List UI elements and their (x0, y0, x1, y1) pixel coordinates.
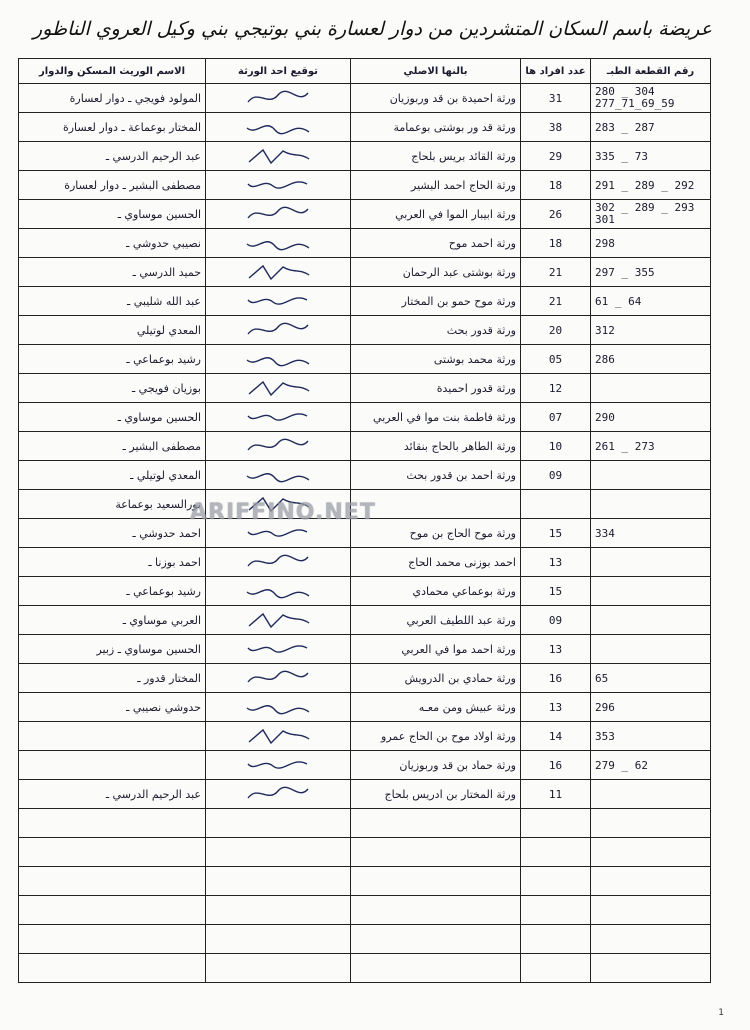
table-row (19, 171, 711, 200)
name-cell: عبد الرحيم الدرسي ـ (19, 780, 206, 809)
signature-scribble-icon (243, 406, 313, 428)
parcel-cell (591, 490, 711, 519)
heirs-cell: ورثة احميدة بن قد وربوزيان (351, 84, 521, 113)
heirs-cell: ورثة احمد موح (351, 229, 521, 258)
signature-cell (206, 84, 351, 113)
parcel-cell (591, 635, 711, 664)
parcel-cell: 302 _ 289 _ 293 301 (591, 200, 711, 229)
page-number: 1 (718, 1008, 724, 1018)
table-row (19, 316, 711, 345)
heirs-cell: ورثة حمادي بن الدرويش (351, 664, 521, 693)
empty-cell (19, 838, 206, 867)
table-row (19, 432, 711, 461)
empty-cell (19, 867, 206, 896)
header-heirs: بالنها الاصلي (351, 59, 521, 84)
parcel-cell (591, 461, 711, 490)
empty-cell (351, 838, 521, 867)
empty-cell (521, 954, 591, 983)
signature-scribble-icon (243, 551, 313, 573)
count-cell: 09 (521, 461, 591, 490)
parcel-cell (591, 374, 711, 403)
heirs-cell: ورثة احمد موا في العربي (351, 635, 521, 664)
table-row (19, 113, 711, 142)
empty-cell (206, 809, 351, 838)
parcel-cell: 61 _ 64 (591, 287, 711, 316)
signature-cell (206, 403, 351, 432)
table-row (19, 577, 711, 606)
parcel-cell: 298 (591, 229, 711, 258)
name-cell: مصطفى البشير ـ دوار لعسارة (19, 171, 206, 200)
signature-cell (206, 287, 351, 316)
signature-scribble-icon (243, 435, 313, 457)
signature-scribble-icon (243, 377, 313, 399)
signature-scribble-icon (243, 232, 313, 254)
empty-cell (19, 925, 206, 954)
signature-scribble-icon (243, 580, 313, 602)
signature-cell (206, 316, 351, 345)
petition-title: عريضة باسم السكان المتشردين من دوار لعسارة بني بوتيجي بني وكيل العروي الناظور (33, 18, 712, 40)
heirs-cell: ورثة فاطمة بنت موا في العربي (351, 403, 521, 432)
signature-cell (206, 722, 351, 751)
heirs-cell: ورثة القائد بريس بلحاج (351, 142, 521, 171)
empty-cell (591, 867, 711, 896)
count-cell: 13 (521, 693, 591, 722)
name-cell (19, 751, 206, 780)
signature-cell (206, 548, 351, 577)
signature-cell (206, 606, 351, 635)
empty-cell (206, 838, 351, 867)
name-cell: بوزيان فويجي ـ (19, 374, 206, 403)
parcel-cell: 296 (591, 693, 711, 722)
signature-cell (206, 142, 351, 171)
signature-cell (206, 113, 351, 142)
empty-cell (521, 867, 591, 896)
table-row (19, 722, 711, 751)
empty-cell (521, 896, 591, 925)
signature-scribble-icon (243, 754, 313, 776)
count-cell: 11 (521, 780, 591, 809)
count-cell: 20 (521, 316, 591, 345)
count-cell: 21 (521, 258, 591, 287)
table-row (19, 229, 711, 258)
table-row (19, 374, 711, 403)
count-cell: 13 (521, 635, 591, 664)
count-cell: 09 (521, 606, 591, 635)
name-cell: المولود فويجي ـ دوار لعسارة (19, 84, 206, 113)
signature-cell (206, 345, 351, 374)
table-row (19, 635, 711, 664)
heirs-cell: ورثة عبد اللطيف العربي (351, 606, 521, 635)
empty-cell (591, 925, 711, 954)
table-row (19, 403, 711, 432)
empty-cell (521, 838, 591, 867)
name-cell: احمد حدوشي ـ (19, 519, 206, 548)
signature-scribble-icon (243, 290, 313, 312)
empty-table-row (19, 867, 711, 896)
signature-scribble-icon (243, 783, 313, 805)
count-cell: 16 (521, 751, 591, 780)
name-cell: الحسين موساوي ـ (19, 200, 206, 229)
signature-scribble-icon (243, 725, 313, 747)
heirs-cell: ورثة المختار بن ادريس بلحاج (351, 780, 521, 809)
header-count: عدد افراد ها (521, 59, 591, 84)
count-cell: 26 (521, 200, 591, 229)
signature-cell (206, 432, 351, 461)
parcel-cell: 286 (591, 345, 711, 374)
heirs-cell: ورثة عبيش ومن معـه (351, 693, 521, 722)
signature-scribble-icon (243, 87, 313, 109)
count-cell: 13 (521, 548, 591, 577)
empty-cell (591, 896, 711, 925)
parcel-cell: 335 _ 73 (591, 142, 711, 171)
name-cell: نصيبي حدوشي ـ (19, 229, 206, 258)
count-cell: 15 (521, 577, 591, 606)
count-cell: 14 (521, 722, 591, 751)
signature-scribble-icon (243, 667, 313, 689)
empty-cell (19, 809, 206, 838)
empty-cell (351, 954, 521, 983)
table-header-row (19, 59, 711, 84)
signature-cell (206, 693, 351, 722)
empty-table-row (19, 809, 711, 838)
parcel-cell (591, 548, 711, 577)
empty-cell (591, 838, 711, 867)
parcel-cell: 334 (591, 519, 711, 548)
signature-cell (206, 664, 351, 693)
empty-cell (521, 925, 591, 954)
table-row (19, 142, 711, 171)
empty-cell (206, 896, 351, 925)
header-signature: توقيع احد الورثة (206, 59, 351, 84)
heirs-cell: ورثة حماد بن قد وربوزيان (351, 751, 521, 780)
name-cell: المعدي لوتيلي (19, 316, 206, 345)
signature-scribble-icon (243, 116, 313, 138)
signature-scribble-icon (243, 609, 313, 631)
signature-scribble-icon (243, 203, 313, 225)
table-body (19, 84, 711, 983)
signature-scribble-icon (243, 464, 313, 486)
heirs-cell: ورثة قدور احميدة (351, 374, 521, 403)
empty-cell (591, 809, 711, 838)
parcel-cell: 297 _ 355 (591, 258, 711, 287)
signature-scribble-icon (243, 145, 313, 167)
table-row (19, 606, 711, 635)
parcel-cell: 291 _ 289 _ 292 (591, 171, 711, 200)
parcel-cell: 290 (591, 403, 711, 432)
signature-cell (206, 461, 351, 490)
name-cell: المختار قدور ـ (19, 664, 206, 693)
signature-scribble-icon (243, 261, 313, 283)
count-cell: 29 (521, 142, 591, 171)
parcel-cell: 312 (591, 316, 711, 345)
count-cell: 10 (521, 432, 591, 461)
signature-cell (206, 780, 351, 809)
signature-cell (206, 374, 351, 403)
signature-cell (206, 229, 351, 258)
heirs-cell: ورثة الطاهر بالحاج بنقائد (351, 432, 521, 461)
signature-scribble-icon (243, 638, 313, 660)
empty-cell (351, 925, 521, 954)
count-cell: 21 (521, 287, 591, 316)
heirs-cell: ورثة احمد بن قدور بحث (351, 461, 521, 490)
parcel-cell (591, 606, 711, 635)
parcel-cell: 280 _ 304 277_71_69_59 (591, 84, 711, 113)
table-row (19, 780, 711, 809)
empty-cell (206, 954, 351, 983)
parcel-cell: 261 _ 273 (591, 432, 711, 461)
empty-cell (206, 867, 351, 896)
heirs-cell: ورثة الحاج احمد البشير (351, 171, 521, 200)
heirs-cell: ورثة بوشتى عبد الرحمان (351, 258, 521, 287)
heirs-cell: ورثة موح حمو بن المختار (351, 287, 521, 316)
name-cell: الحسين موساوي ـ زبير (19, 635, 206, 664)
heirs-cell: ورثة ابيبار الموا في العربي (351, 200, 521, 229)
name-cell: رشيد بوعماعي ـ (19, 577, 206, 606)
heirs-cell: ورثة قد ور بوشتى بوعمامة (351, 113, 521, 142)
count-cell: 07 (521, 403, 591, 432)
count-cell: 12 (521, 374, 591, 403)
heirs-cell: ورثة محمد بوشتى (351, 345, 521, 374)
name-cell: احمد بوزنا ـ (19, 548, 206, 577)
name-cell: حميد الدرسي ـ (19, 258, 206, 287)
count-cell: 18 (521, 171, 591, 200)
name-cell (19, 722, 206, 751)
empty-table-row (19, 925, 711, 954)
signature-cell (206, 751, 351, 780)
empty-table-row (19, 896, 711, 925)
name-cell: عبد الله شليبي ـ (19, 287, 206, 316)
table-row (19, 84, 711, 113)
signature-cell (206, 258, 351, 287)
name-cell: المختار بوعماعة ـ دوار لعسارة (19, 113, 206, 142)
heirs-cell: ورثة قدور بحث (351, 316, 521, 345)
table-row (19, 664, 711, 693)
count-cell: 05 (521, 345, 591, 374)
table-row (19, 751, 711, 780)
empty-table-row (19, 954, 711, 983)
signature-cell (206, 171, 351, 200)
name-cell: حدوشي نصيبي ـ (19, 693, 206, 722)
parcel-cell: 279 _ 62 (591, 751, 711, 780)
table-row (19, 461, 711, 490)
count-cell: 16 (521, 664, 591, 693)
table-row (19, 258, 711, 287)
signature-cell (206, 635, 351, 664)
table-row (19, 345, 711, 374)
empty-table-row (19, 838, 711, 867)
count-cell: 31 (521, 84, 591, 113)
table-row (19, 287, 711, 316)
name-cell: العربي موساوي ـ (19, 606, 206, 635)
heirs-cell: ورثة موح الحاج بن موح (351, 519, 521, 548)
signature-scribble-icon (243, 174, 313, 196)
name-cell: المعدي لوتيلي ـ (19, 461, 206, 490)
name-cell: الحسين موساوي ـ (19, 403, 206, 432)
empty-cell (521, 809, 591, 838)
name-cell: عبد الرحيم الدرسي ـ (19, 142, 206, 171)
parcel-cell (591, 577, 711, 606)
parcel-cell: 353 (591, 722, 711, 751)
signature-scribble-icon (243, 319, 313, 341)
table-row (19, 548, 711, 577)
signature-scribble-icon (243, 696, 313, 718)
signature-cell (206, 200, 351, 229)
heirs-cell: ورثة اولاد موح بن الحاج عمرو (351, 722, 521, 751)
count-cell: 15 (521, 519, 591, 548)
table-row (19, 200, 711, 229)
count-cell: 18 (521, 229, 591, 258)
empty-cell (206, 925, 351, 954)
signature-scribble-icon (243, 348, 313, 370)
heirs-cell: ورثة بوعماعي محمادي (351, 577, 521, 606)
name-cell: مصطفى البشير ـ (19, 432, 206, 461)
parcel-cell: 283 _ 287 (591, 113, 711, 142)
count-cell: 38 (521, 113, 591, 142)
name-cell: نورالسعيد بوعماعة (19, 490, 206, 519)
empty-cell (351, 896, 521, 925)
parcel-cell: 65 (591, 664, 711, 693)
empty-cell (351, 809, 521, 838)
header-parcel: رقم القطعة الطبـ (591, 59, 711, 84)
header-name: الاسم الوريث المسكن والدوار (19, 59, 206, 84)
name-cell: رشيد بوعماعي ـ (19, 345, 206, 374)
empty-cell (19, 896, 206, 925)
heirs-cell: احمد بوزنى محمد الحاج (351, 548, 521, 577)
empty-cell (19, 954, 206, 983)
parcel-cell (591, 780, 711, 809)
signature-cell (206, 577, 351, 606)
empty-cell (351, 867, 521, 896)
empty-cell (591, 954, 711, 983)
watermark: ARIFFINO.NET (190, 500, 376, 525)
table-row (19, 693, 711, 722)
